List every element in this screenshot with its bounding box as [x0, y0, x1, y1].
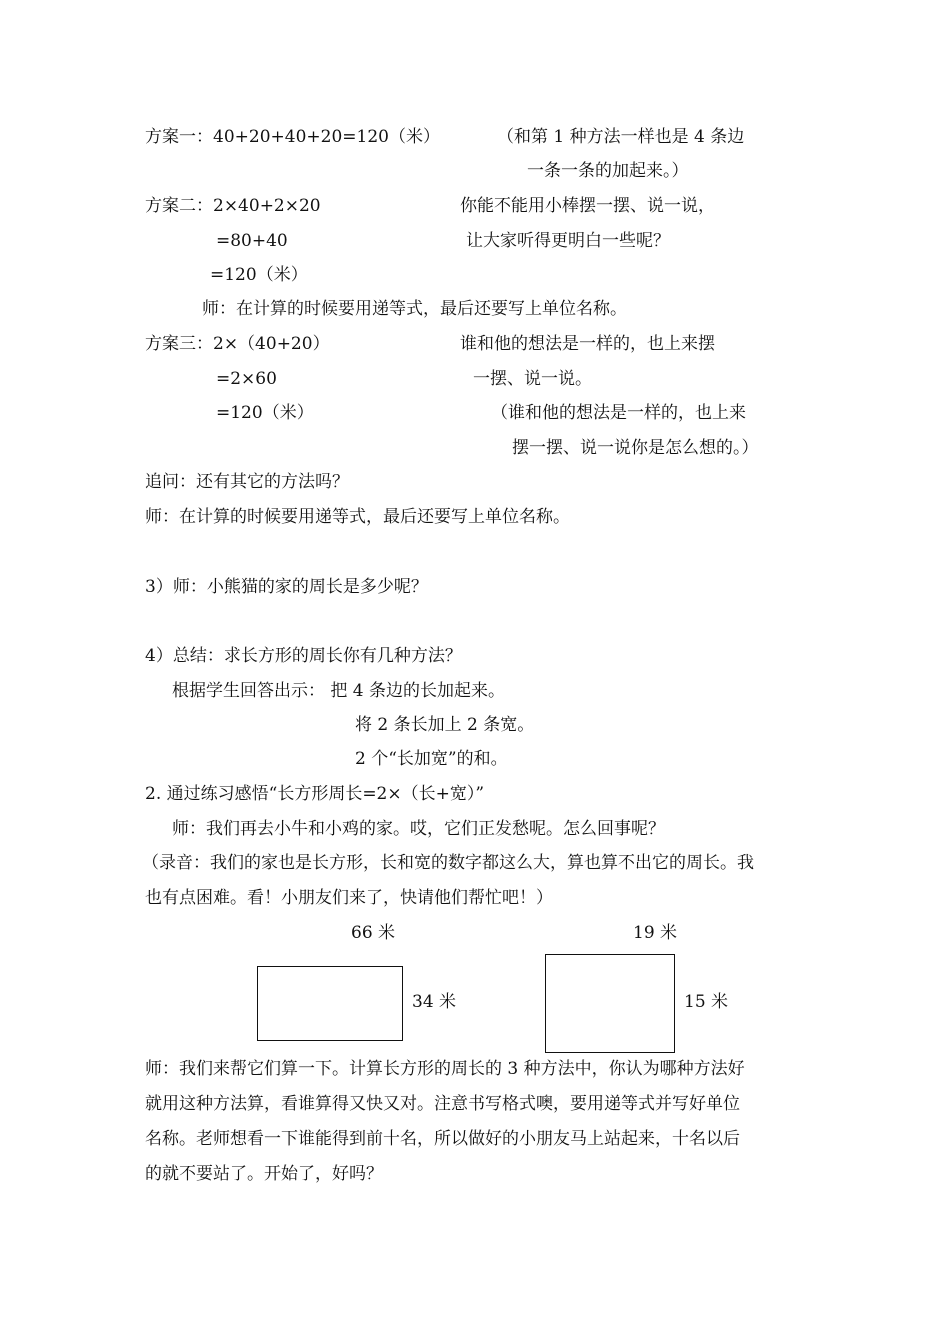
followup-question: 追问：还有其它的方法吗？: [145, 472, 349, 492]
section2-teacher: 师：我们再去小牛和小鸡的家。哎，它们正发愁呢。怎么回事呢？: [172, 819, 665, 839]
step4-title: 4）总结：求长方形的周长你有几种方法？: [145, 646, 462, 666]
plan1-formula: 方案一：40+20+40+20=120（米）: [145, 127, 440, 147]
rect2-length-label: 19 米: [633, 923, 678, 943]
step4-answer-line1: 根据学生回答出示： 把 4 条边的长加起来。: [172, 681, 506, 701]
plan2-line2: =80+40: [216, 231, 288, 251]
plan3-line2: =2×60: [216, 369, 277, 389]
plan3-note2-line1: （谁和他的想法是一样的，也上来: [491, 403, 746, 423]
step3-question: 3）师：小熊猫的家的周长是多少呢？: [145, 577, 428, 597]
rect1-rectangle: [257, 966, 403, 1041]
rect1-length-label: 66 米: [351, 923, 396, 943]
plan2-line3: =120（米）: [210, 265, 308, 285]
rect2-rectangle: [545, 954, 675, 1053]
step4-answer-line2: 将 2 条长加上 2 条宽。: [355, 715, 535, 735]
closing-line4: 的就不要站了。开始了，好吗？: [145, 1164, 383, 1184]
step4-answer-line3: 2 个“长加宽”的和。: [355, 749, 508, 769]
plan1-note-line2: 一条一条的加起来。）: [527, 161, 689, 181]
plan2-note-line1: 你能不能用小棒摆一摆、说一说，: [460, 196, 715, 216]
section2-recording-line1: （录音：我们的家也是长方形，长和宽的数字都这么大，算也算不出它的周长。我: [142, 853, 754, 873]
closing-line1: 师：我们来帮它们算一下。计算长方形的周长的 3 种方法中，你认为哪种方法好: [145, 1059, 745, 1079]
plan3-note2-line2: 摆一摆、说一说你是怎么想的。）: [512, 438, 759, 458]
plan2-line1: 方案二：2×40+2×20: [145, 196, 321, 216]
section2-recording-line2: 也有点困难。看！小朋友们来了，快请他们帮忙吧！）: [145, 888, 553, 908]
plan3-line3: =120（米）: [216, 403, 314, 423]
closing-line2: 就用这种方法算，看谁算得又快又对。注意书写格式噢，要用递等式并写好单位: [145, 1094, 740, 1114]
plan3-line1: 方案三：2×（40+20）: [145, 334, 330, 354]
rect2-width-label: 15 米: [684, 992, 729, 1012]
plan2-note-line2: 让大家听得更明白一些呢？: [466, 231, 670, 251]
teacher-units-note: 师：在计算的时候要用递等式，最后还要写上单位名称。: [145, 507, 570, 527]
section2-title: 2. 通过练习感悟“长方形周长=2×（长+宽）”: [145, 784, 485, 804]
plan2-teacher: 师：在计算的时候要用递等式，最后还要写上单位名称。: [202, 299, 627, 319]
plan1-note-line1: （和第 1 种方法一样也是 4 条边: [497, 127, 745, 147]
plan3-note-line2: 一摆、说一说。: [473, 369, 592, 389]
closing-line3: 名称。老师想看一下谁能得到前十名，所以做好的小朋友马上站起来，十名以后: [145, 1129, 740, 1149]
rect1-width-label: 34 米: [412, 992, 457, 1012]
plan3-note-line1: 谁和他的想法是一样的，也上来摆: [460, 334, 715, 354]
